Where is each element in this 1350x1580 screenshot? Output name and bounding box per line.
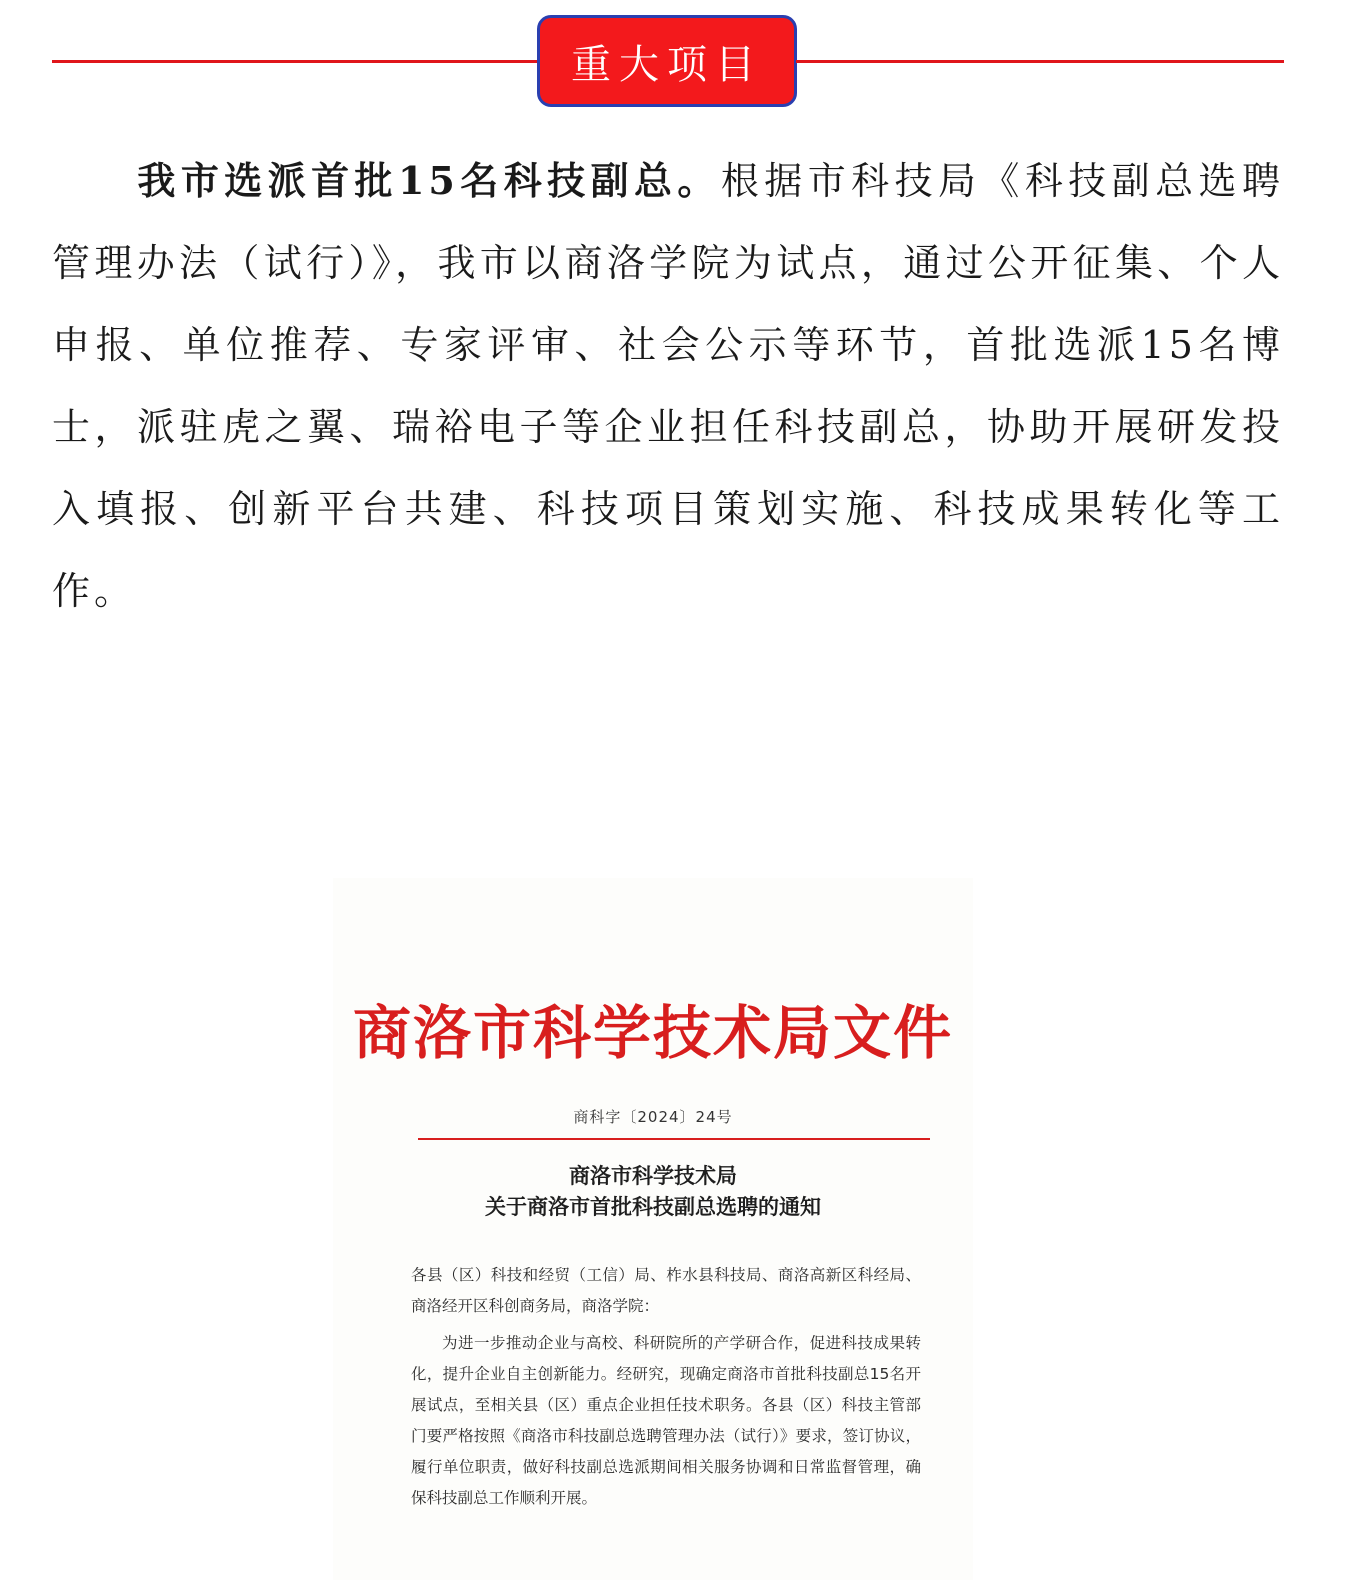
- article-lead: 我市选派首批15名科技副总。: [136, 158, 721, 203]
- notice-document-image: [333, 878, 973, 1580]
- notice-red-rule: [418, 1138, 930, 1140]
- header-rule-right: [796, 60, 1284, 63]
- notice-body: [411, 1260, 921, 1514]
- article-paragraph: [52, 140, 1284, 632]
- notice-title-org: 商洛市科学技术局: [569, 1163, 737, 1188]
- notice-doc-number: 商科字〔2024〕24号: [573, 1108, 733, 1126]
- header-rule-left: [52, 60, 542, 63]
- notice-paragraph: 为进一步推动企业与高校、科研院所的产学研合作，促进科技成果转化，提升企业自主创新能力。经研究，现确定商洛市首批科技副总15名开展试点，至相关县（区）重点企业担任技术职务。各县（区）科技主管部门要严格按照《商洛市科技副总选聘管理办法（试行）》要求，签订协议，履行单位职责，做好科技副总选派期间相关服务协调和日常监督管理，确保科技副总工作顺利开展。: [411, 1334, 921, 1507]
- notice-recipients: 各县（区）科技和经贸（工信）局、柞水县科技局、商洛高新区科经局、商洛经开区科创商务局，商洛学院：: [411, 1266, 921, 1315]
- notice-title-main: 关于商洛市首批科技副总选聘的通知: [485, 1194, 821, 1219]
- section-badge: [537, 15, 797, 107]
- article-body: 根据市科技局《科技副总选聘管理办法（试行）》，我市以商洛学院为试点，通过公开征集、个人申报、单位推荐、专家评审、社会公示等环节，首批选派15名博士，派驻虎之翼、瑞裕电子等企业担任科技副总，协助开展研发投入填报、创新平台共建、科技项目策划实施、科技成果转化等工作。: [52, 159, 1284, 613]
- notice-org-title: 商洛市科学技术局文件: [352, 999, 953, 1067]
- section-badge-label: 重大项目: [571, 41, 763, 88]
